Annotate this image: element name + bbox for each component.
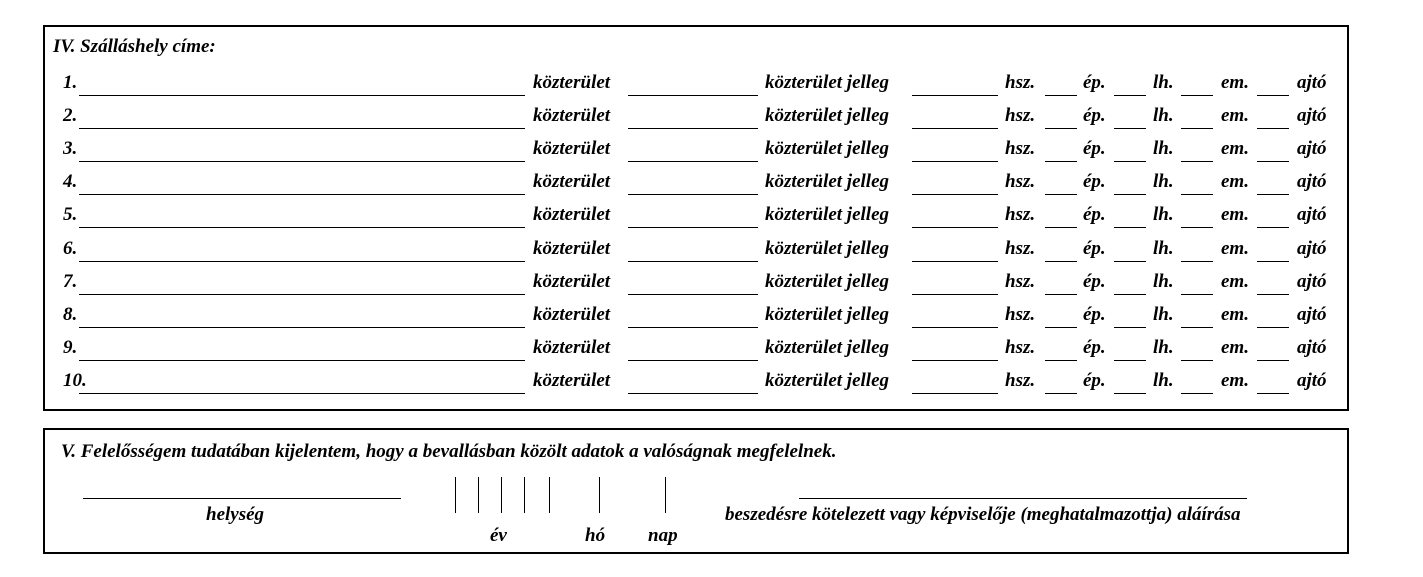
ajto-label: ajtó bbox=[1297, 303, 1327, 325]
kozterulet-jelleg-field[interactable] bbox=[912, 360, 998, 361]
row-number: 5. bbox=[63, 204, 78, 226]
street-name-field[interactable] bbox=[79, 393, 525, 394]
signature-label: beszedésre kötelezett vagy képviselője (meghatalmazottja) aláírása bbox=[725, 504, 1241, 525]
ep-label: ép. bbox=[1083, 369, 1106, 391]
section-iv-accommodation-address bbox=[43, 25, 1349, 411]
em-label: em. bbox=[1221, 72, 1249, 93]
kozterulet-label: közterület bbox=[533, 204, 611, 226]
ajto-label: ajtó bbox=[1297, 138, 1327, 160]
lh-label: lh. bbox=[1153, 336, 1174, 358]
em-field[interactable] bbox=[1257, 128, 1289, 129]
row-number: 7. bbox=[63, 270, 78, 292]
kozterulet-jelleg-label: közterület jelleg bbox=[765, 138, 890, 160]
lh-field[interactable] bbox=[1181, 294, 1213, 295]
ep-field[interactable] bbox=[1114, 360, 1146, 361]
ep-field[interactable] bbox=[1114, 95, 1146, 96]
hsz-field[interactable] bbox=[1045, 95, 1077, 96]
lh-label: lh. bbox=[1153, 270, 1174, 292]
street-name-field[interactable] bbox=[79, 227, 525, 228]
kozterulet-field[interactable] bbox=[628, 194, 758, 195]
hsz-label: hsz. bbox=[1005, 204, 1036, 226]
kozterulet-jelleg-label: közterület jelleg bbox=[765, 204, 890, 226]
hsz-label: hsz. bbox=[1005, 270, 1036, 292]
ajto-label: ajtó bbox=[1297, 369, 1327, 391]
ajto-label: ajtó bbox=[1297, 270, 1327, 292]
kozterulet-jelleg-label: közterület jelleg bbox=[765, 270, 890, 292]
ep-field[interactable] bbox=[1114, 261, 1146, 262]
kozterulet-label: közterület bbox=[533, 237, 611, 259]
em-label: em. bbox=[1221, 204, 1249, 226]
kozterulet-field[interactable] bbox=[628, 393, 758, 394]
em-label: em. bbox=[1221, 336, 1249, 358]
street-name-field[interactable] bbox=[79, 95, 525, 96]
em-label: em. bbox=[1221, 369, 1249, 391]
date-day-label: nap bbox=[648, 525, 678, 546]
ep-field[interactable] bbox=[1114, 194, 1146, 195]
hsz-label: hsz. bbox=[1005, 369, 1036, 391]
lh-field[interactable] bbox=[1181, 128, 1213, 129]
address-row bbox=[45, 331, 1351, 364]
date-day-tick bbox=[665, 477, 666, 513]
hsz-field[interactable] bbox=[1045, 261, 1077, 262]
kozterulet-jelleg-field[interactable] bbox=[912, 294, 998, 295]
hsz-field[interactable] bbox=[1045, 161, 1077, 162]
lh-field[interactable] bbox=[1181, 360, 1213, 361]
ep-label: ép. bbox=[1083, 138, 1106, 160]
lh-label: lh. bbox=[1153, 303, 1174, 325]
ajto-label: ajtó bbox=[1297, 105, 1327, 127]
ep-label: ép. bbox=[1083, 237, 1106, 259]
em-label: em. bbox=[1221, 303, 1249, 325]
row-number: 9. bbox=[63, 336, 78, 358]
kozterulet-field[interactable] bbox=[628, 227, 758, 228]
date-year-tick bbox=[501, 477, 502, 513]
em-field[interactable] bbox=[1257, 327, 1289, 328]
kozterulet-label: közterület bbox=[533, 72, 611, 93]
hsz-label: hsz. bbox=[1005, 138, 1036, 160]
hsz-field[interactable] bbox=[1045, 128, 1077, 129]
kozterulet-jelleg-label: közterület jelleg bbox=[765, 369, 890, 391]
hsz-field[interactable] bbox=[1045, 194, 1077, 195]
kozterulet-jelleg-label: közterület jelleg bbox=[765, 336, 890, 358]
em-field[interactable] bbox=[1257, 227, 1289, 228]
ajto-label: ajtó bbox=[1297, 171, 1327, 193]
kozterulet-label: közterület bbox=[533, 105, 611, 127]
hsz-label: hsz. bbox=[1005, 105, 1036, 127]
date-month-tick bbox=[599, 477, 600, 513]
row-number: 3. bbox=[63, 138, 78, 160]
lh-label: lh. bbox=[1153, 138, 1174, 160]
date-year-label: év bbox=[490, 525, 507, 546]
hsz-field[interactable] bbox=[1045, 294, 1077, 295]
lh-field[interactable] bbox=[1181, 393, 1213, 394]
ep-field[interactable] bbox=[1114, 161, 1146, 162]
lh-label: lh. bbox=[1153, 204, 1174, 226]
ajto-label: ajtó bbox=[1297, 237, 1327, 259]
signature-field[interactable] bbox=[799, 498, 1247, 499]
em-field[interactable] bbox=[1257, 294, 1289, 295]
kozterulet-jelleg-label: közterület jelleg bbox=[765, 171, 890, 193]
helyseg-field[interactable] bbox=[83, 498, 401, 499]
date-year-tick bbox=[455, 477, 456, 513]
em-field[interactable] bbox=[1257, 194, 1289, 195]
ep-label: ép. bbox=[1083, 171, 1106, 193]
kozterulet-label: közterület bbox=[533, 369, 611, 391]
em-field[interactable] bbox=[1257, 393, 1289, 394]
em-field[interactable] bbox=[1257, 360, 1289, 361]
section-iv-title: IV. Szálláshely címe: bbox=[53, 36, 216, 57]
kozterulet-field[interactable] bbox=[628, 327, 758, 328]
ep-field[interactable] bbox=[1114, 128, 1146, 129]
ajto-label: ajtó bbox=[1297, 336, 1327, 358]
lh-field[interactable] bbox=[1181, 161, 1213, 162]
lh-label: lh. bbox=[1153, 72, 1174, 93]
address-row bbox=[45, 364, 1351, 397]
lh-field[interactable] bbox=[1181, 327, 1213, 328]
kozterulet-jelleg-label: közterület jelleg bbox=[765, 105, 890, 127]
address-row bbox=[45, 298, 1351, 331]
kozterulet-jelleg-label: közterület jelleg bbox=[765, 303, 890, 325]
em-field[interactable] bbox=[1257, 95, 1289, 96]
hsz-label: hsz. bbox=[1005, 237, 1036, 259]
kozterulet-jelleg-label: közterület jelleg bbox=[765, 72, 890, 93]
hsz-label: hsz. bbox=[1005, 303, 1036, 325]
street-name-field[interactable] bbox=[79, 128, 525, 129]
kozterulet-field[interactable] bbox=[628, 261, 758, 262]
kozterulet-jelleg-field[interactable] bbox=[912, 227, 998, 228]
address-row bbox=[45, 165, 1351, 198]
date-month-tick bbox=[549, 477, 550, 513]
lh-field[interactable] bbox=[1181, 261, 1213, 262]
row-number: 1. bbox=[63, 72, 78, 93]
hsz-field[interactable] bbox=[1045, 360, 1077, 361]
lh-field[interactable] bbox=[1181, 194, 1213, 195]
kozterulet-field[interactable] bbox=[628, 294, 758, 295]
street-name-field[interactable] bbox=[79, 194, 525, 195]
kozterulet-label: közterület bbox=[533, 270, 611, 292]
em-field[interactable] bbox=[1257, 261, 1289, 262]
kozterulet-jelleg-field[interactable] bbox=[912, 393, 998, 394]
ep-label: ép. bbox=[1083, 72, 1106, 93]
kozterulet-jelleg-field[interactable] bbox=[912, 95, 998, 96]
kozterulet-label: közterület bbox=[533, 336, 611, 358]
kozterulet-label: közterület bbox=[533, 138, 611, 160]
ep-field[interactable] bbox=[1114, 294, 1146, 295]
street-name-field[interactable] bbox=[79, 360, 525, 361]
em-label: em. bbox=[1221, 171, 1249, 193]
ep-label: ép. bbox=[1083, 336, 1106, 358]
hsz-field[interactable] bbox=[1045, 393, 1077, 394]
lh-label: lh. bbox=[1153, 369, 1174, 391]
kozterulet-jelleg-field[interactable] bbox=[912, 261, 998, 262]
date-month-label: hó bbox=[585, 525, 606, 546]
row-number: 10. bbox=[63, 369, 87, 391]
address-row bbox=[45, 232, 1351, 265]
ep-field[interactable] bbox=[1114, 327, 1146, 328]
row-number: 2. bbox=[63, 105, 78, 127]
em-label: em. bbox=[1221, 237, 1249, 259]
em-label: em. bbox=[1221, 270, 1249, 292]
kozterulet-jelleg-field[interactable] bbox=[912, 194, 998, 195]
street-name-field[interactable] bbox=[79, 294, 525, 295]
section-v-declaration bbox=[43, 428, 1349, 554]
row-number: 4. bbox=[63, 171, 78, 193]
kozterulet-field[interactable] bbox=[628, 360, 758, 361]
date-year-tick bbox=[524, 477, 525, 513]
address-row bbox=[45, 198, 1351, 231]
kozterulet-jelleg-field[interactable] bbox=[912, 161, 998, 162]
ep-field[interactable] bbox=[1114, 227, 1146, 228]
ep-label: ép. bbox=[1083, 204, 1106, 226]
ep-label: ép. bbox=[1083, 270, 1106, 292]
em-field[interactable] bbox=[1257, 161, 1289, 162]
hsz-field[interactable] bbox=[1045, 327, 1077, 328]
hsz-label: hsz. bbox=[1005, 336, 1036, 358]
ajto-label: ajtó bbox=[1297, 72, 1327, 93]
em-label: em. bbox=[1221, 138, 1249, 160]
kozterulet-jelleg-label: közterület jelleg bbox=[765, 237, 890, 259]
ajto-label: ajtó bbox=[1297, 204, 1327, 226]
address-row bbox=[45, 66, 1351, 99]
street-name-field[interactable] bbox=[79, 327, 525, 328]
kozterulet-field[interactable] bbox=[628, 95, 758, 96]
address-row bbox=[45, 99, 1351, 132]
lh-field[interactable] bbox=[1181, 227, 1213, 228]
lh-label: lh. bbox=[1153, 171, 1174, 193]
kozterulet-label: közterület bbox=[533, 303, 611, 325]
helyseg-label: helység bbox=[206, 504, 265, 525]
hsz-label: hsz. bbox=[1005, 171, 1036, 193]
ep-label: ép. bbox=[1083, 105, 1106, 127]
lh-label: lh. bbox=[1153, 237, 1174, 259]
ep-label: ép. bbox=[1083, 303, 1106, 325]
section-v-title: V. Felelősségem tudatában kijelentem, hogy a bevallásban közölt adatok a valóságnak megfelelnek. bbox=[61, 441, 837, 462]
ep-field[interactable] bbox=[1114, 393, 1146, 394]
lh-field[interactable] bbox=[1181, 95, 1213, 96]
hsz-field[interactable] bbox=[1045, 227, 1077, 228]
kozterulet-label: közterület bbox=[533, 171, 611, 193]
street-name-field[interactable] bbox=[79, 161, 525, 162]
row-number: 6. bbox=[63, 237, 78, 259]
hsz-label: hsz. bbox=[1005, 72, 1036, 93]
lh-label: lh. bbox=[1153, 105, 1174, 127]
kozterulet-jelleg-field[interactable] bbox=[912, 327, 998, 328]
date-year-tick bbox=[478, 477, 479, 513]
row-number: 8. bbox=[63, 303, 78, 325]
kozterulet-jelleg-field[interactable] bbox=[912, 128, 998, 129]
em-label: em. bbox=[1221, 105, 1249, 127]
kozterulet-field[interactable] bbox=[628, 161, 758, 162]
kozterulet-field[interactable] bbox=[628, 128, 758, 129]
address-row bbox=[45, 132, 1351, 165]
street-name-field[interactable] bbox=[79, 261, 525, 262]
address-row bbox=[45, 265, 1351, 298]
